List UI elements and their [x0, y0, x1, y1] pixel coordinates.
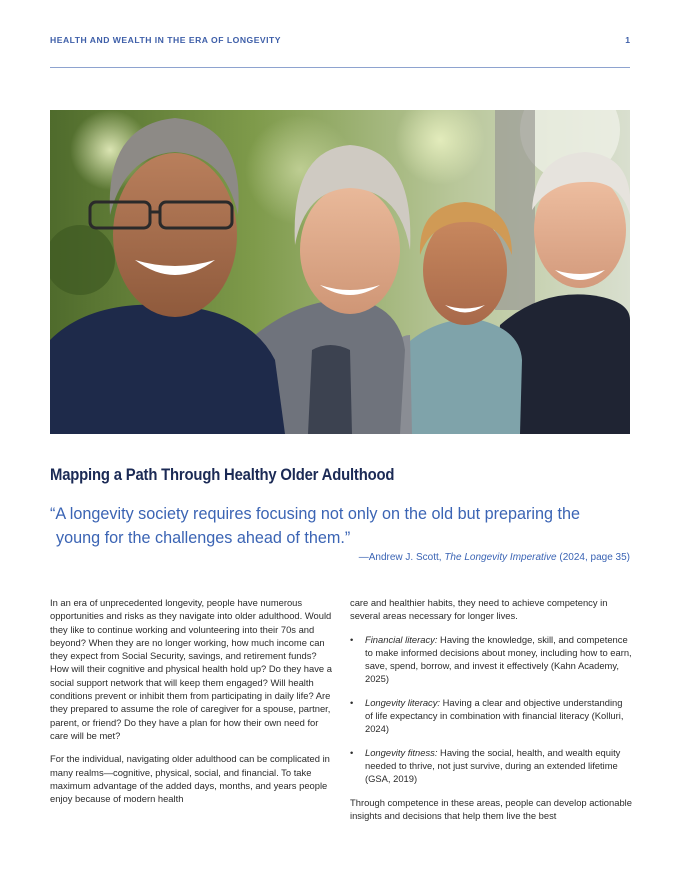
left-column — [50, 596, 332, 815]
attribution-suffix: (2024, page 35) — [556, 552, 630, 563]
list-item-term: Longevity literacy: — [365, 696, 441, 708]
competency-list — [350, 633, 632, 786]
header-divider — [50, 67, 630, 68]
body-paragraph: care and healthier habits, they need to achieve competency in several areas necessary for longer lives. — [350, 597, 608, 622]
list-item-term: Financial literacy: — [365, 633, 438, 645]
pull-quote — [50, 502, 640, 550]
right-column — [350, 596, 632, 832]
quote-line-2: young for the challenges ahead of them.” — [56, 529, 351, 547]
quote-line-1: “A longevity society requires focusing not only on the old but preparing the — [50, 505, 581, 523]
list-item — [350, 746, 632, 786]
list-item-text: Having a clear and objective understanding of life expectancy in combination with financial literacy (Kolluri, 2024) — [365, 696, 624, 735]
running-header — [50, 35, 630, 51]
attribution-book-title: The Longevity Imperative — [444, 552, 557, 563]
body-paragraph: Through competence in these areas, people can develop actionable insights and decisions that help them live the best — [350, 796, 632, 821]
body-paragraph: In an era of unprecedented longevity, people have numerous opportunities and risks as they navigate into older adulthood. Would they like to continue working and volunteering into their 70s and beyond? When they are no longer working, how much income can they expect from Social Security, savings, and retirement funds? How will their cognitive and physical health hold up? Do they have a social support network that will keep them engaged? Will health conditions prevent or inhibit them from participating in daily life? Are they prepared to assume the role of caregiver for a spouse, partner, parent, or friend? Do they have a plan for how their own need for care will be met? — [50, 597, 332, 741]
hero-photo-illustration — [50, 110, 630, 434]
hero-photo-older-adults — [50, 110, 630, 434]
running-title: HEALTH AND WEALTH IN THE ERA OF LONGEVITY — [50, 35, 282, 45]
list-item-text: Having the social, health, and wealth equity needed to thrive, not just survive, during an extended lifetime (GSA, 2019) — [365, 746, 621, 785]
page-number: 1 — [625, 35, 630, 45]
list-item — [350, 696, 632, 736]
body-paragraph: For the individual, navigating older adulthood can be complicated in many realms—cognitive, physical, social, and financial. To take maximum advantage of the added days, months, and years people enjoy because of modern health — [50, 753, 330, 805]
list-item-text: Having the knowledge, skill, and competence to make informed decisions about money, including how to earn, save, spend, borrow, and invest it effectively (Kahn Academy, 2025) — [365, 633, 632, 685]
attribution-prefix: —Andrew J. Scott, — [358, 552, 445, 563]
list-item-term: Longevity fitness: — [365, 746, 438, 758]
list-item — [350, 633, 632, 686]
quote-attribution — [359, 552, 630, 563]
bullet-icon: • — [350, 633, 354, 645]
section-title: Mapping a Path Through Healthy Older Adulthood — [50, 466, 395, 484]
bullet-icon: • — [350, 696, 354, 708]
bullet-icon: • — [350, 746, 354, 758]
